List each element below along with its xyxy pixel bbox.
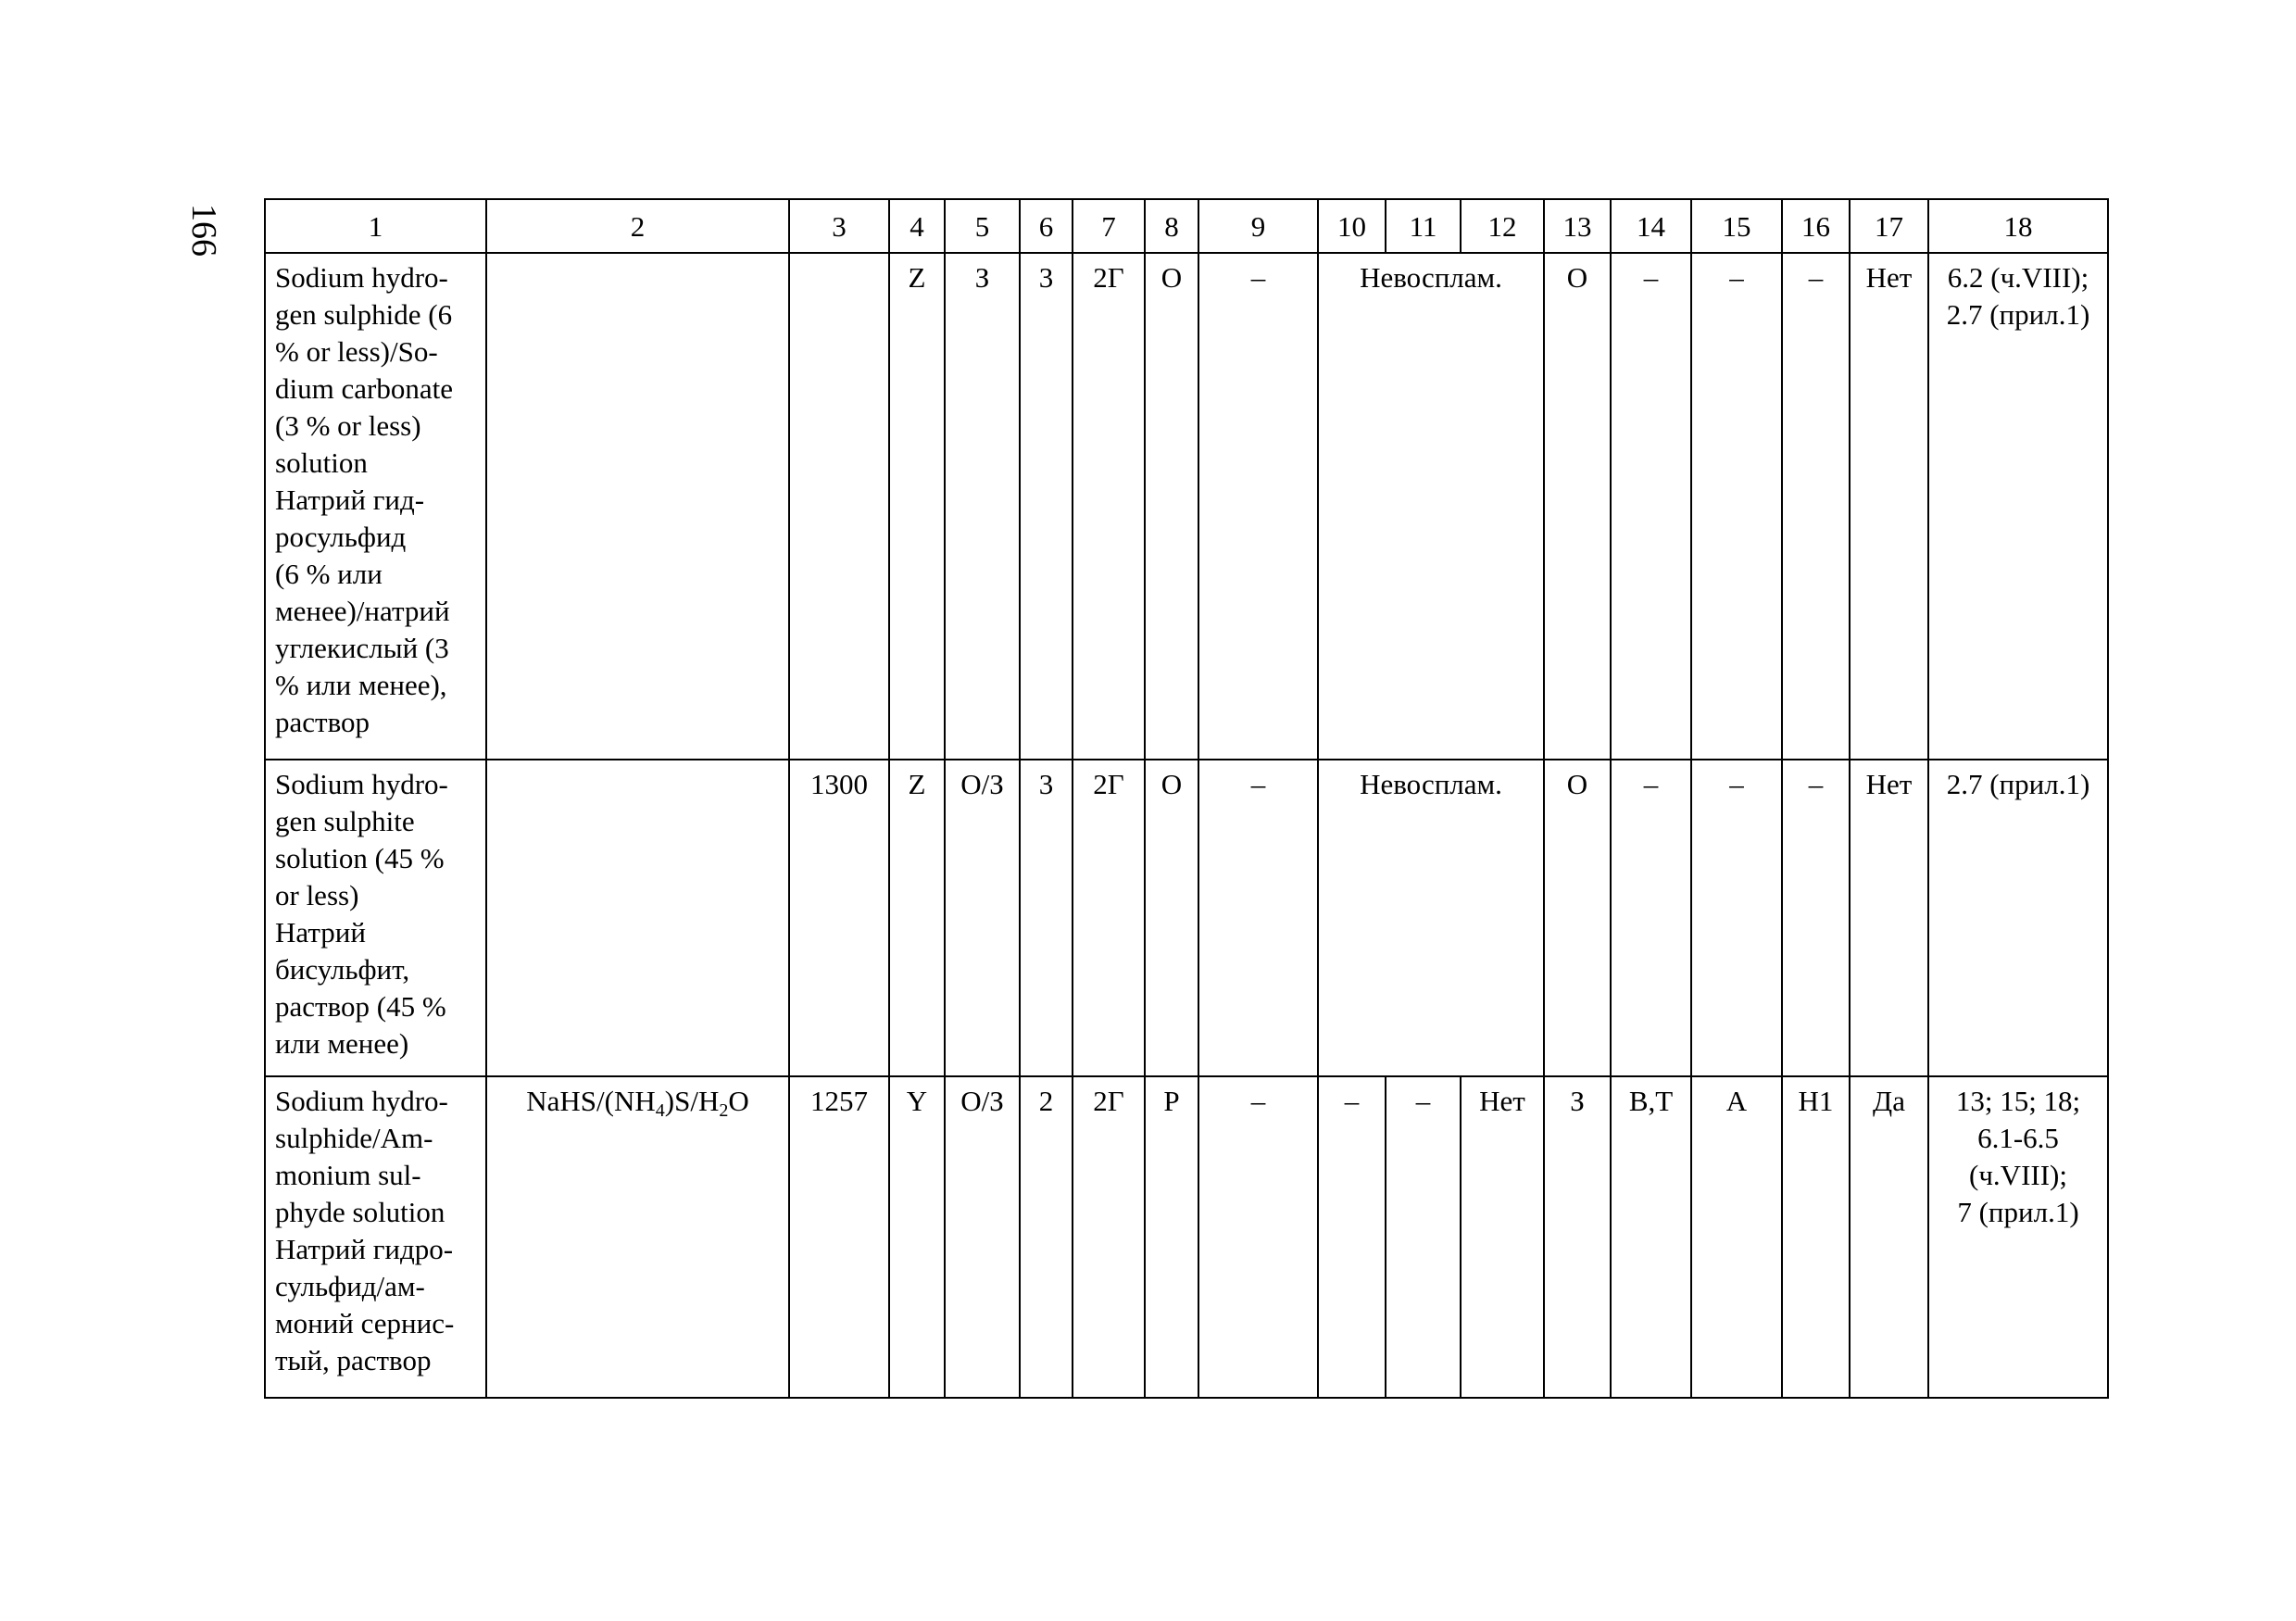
fire-protection-cell: А: [1691, 1076, 1782, 1398]
column-header: 1: [265, 199, 486, 253]
hazard-cell: О/З: [945, 760, 1020, 1076]
column-header: 15: [1691, 199, 1782, 253]
flashpoint-cell: Нет: [1461, 1076, 1544, 1398]
column-header: 18: [1928, 199, 2108, 253]
vapour-detection-cell: В,Т: [1611, 1076, 1691, 1398]
product-name-line: бисульфит,: [275, 953, 410, 986]
formula-cell: [486, 1076, 789, 1398]
ship-type-cell: 2: [1020, 1076, 1073, 1398]
product-name-line: Sodium hydro-: [275, 1085, 448, 1117]
requirement-line: 6.1-6.5: [1977, 1122, 2059, 1154]
product-name-line: раствор: [275, 706, 370, 738]
product-name-line: Натрий: [275, 916, 366, 949]
un-number-cell: 1257: [789, 1076, 889, 1398]
pollution-category-cell: Y: [889, 1076, 945, 1398]
product-name-line: or less): [275, 879, 359, 911]
special-requirements-cell: [1928, 253, 2108, 760]
product-name-line: или менее): [275, 1027, 409, 1060]
un-number-cell: [789, 253, 889, 760]
product-name-line: phyde solution: [275, 1196, 445, 1228]
formula-subscript: 2: [719, 1100, 729, 1121]
electrical-equipment-class-cell: –: [1318, 1076, 1386, 1398]
formula-subscript: 4: [655, 1100, 665, 1121]
column-header: 3: [789, 199, 889, 253]
product-name-line: раствор (45 %: [275, 990, 446, 1023]
hazard-cell: О/З: [945, 1076, 1020, 1398]
column-17-cell: Да: [1850, 1076, 1928, 1398]
product-name-line: monium sul-: [275, 1159, 421, 1191]
tank-type-cell: 2Г: [1073, 1076, 1145, 1398]
product-name-line: моний сернис-: [275, 1307, 455, 1339]
electrical-equipment-cell: Невосплам.: [1318, 760, 1544, 1076]
column-header: 8: [1145, 199, 1198, 253]
requirement-line: 2.7 (прил.1): [1946, 298, 2090, 331]
electrical-equipment-cell: Невосплам.: [1318, 253, 1544, 760]
tank-vents-cell: О: [1145, 760, 1198, 1076]
product-name-line: solution: [275, 446, 368, 479]
product-name-line: gen sulphide (6: [275, 298, 453, 331]
emergency-equipment-cell: –: [1782, 253, 1850, 760]
tank-vents-cell: Р: [1145, 1076, 1198, 1398]
requirement-line: 7 (прил.1): [1957, 1196, 2079, 1228]
tank-vents-cell: О: [1145, 253, 1198, 760]
page-number: 166: [184, 204, 223, 257]
gauging-cell: З: [1544, 1076, 1611, 1398]
requirement-line: 2.7 (прил.1): [1946, 768, 2090, 800]
tank-environment-cell: –: [1198, 760, 1318, 1076]
product-name-line: Натрий гид-: [275, 484, 425, 516]
fire-protection-cell: –: [1691, 253, 1782, 760]
ship-type-cell: 3: [1020, 253, 1073, 760]
product-name-cell: [265, 1076, 486, 1398]
table-row: [265, 1076, 2108, 1398]
product-name-line: dium carbonate: [275, 372, 453, 405]
formula-cell: [486, 760, 789, 1076]
product-name-line: Sodium hydro-: [275, 261, 448, 294]
formula-part: NaHS/(NH: [526, 1085, 656, 1117]
column-header: 17: [1850, 199, 1928, 253]
emergency-equipment-cell: –: [1782, 760, 1850, 1076]
ship-type-cell: 3: [1020, 760, 1073, 1076]
product-name-line: тый, раствор: [275, 1344, 432, 1376]
regulation-table: [264, 198, 2109, 1399]
formula-cell: [486, 253, 789, 760]
product-name-line: сульфид/ам-: [275, 1270, 425, 1302]
tank-environment-cell: –: [1198, 1076, 1318, 1398]
column-header: 13: [1544, 199, 1611, 253]
product-name-line: solution (45 %: [275, 842, 445, 874]
vapour-detection-cell: –: [1611, 760, 1691, 1076]
product-name-line: % или менее),: [275, 669, 447, 701]
product-name-line: sulphide/Am-: [275, 1122, 433, 1154]
column-header: 16: [1782, 199, 1850, 253]
product-name-line: Sodium hydro-: [275, 768, 448, 800]
product-name-line: углекислый (3: [275, 632, 449, 664]
requirement-line: (ч.VIII);: [1969, 1159, 2067, 1191]
requirement-line: 13; 15; 18;: [1955, 1085, 2081, 1117]
gauging-cell: О: [1544, 253, 1611, 760]
product-name-line: Натрий гидро-: [275, 1233, 454, 1265]
gauging-cell: О: [1544, 760, 1611, 1076]
column-header: 7: [1073, 199, 1145, 253]
special-requirements-cell: [1928, 1076, 2108, 1398]
product-name-cell: [265, 253, 486, 760]
table-row: [265, 760, 2108, 1076]
tank-type-cell: 2Г: [1073, 253, 1145, 760]
hazard-cell: З: [945, 253, 1020, 760]
product-name-line: (3 % or less): [275, 409, 421, 442]
special-requirements-cell: [1928, 760, 2108, 1076]
product-name-line: менее)/натрий: [275, 595, 450, 627]
column-header: 4: [889, 199, 945, 253]
column-17-cell: Нет: [1850, 760, 1928, 1076]
fire-protection-cell: –: [1691, 760, 1782, 1076]
column-header: 11: [1386, 199, 1461, 253]
column-header: 9: [1198, 199, 1318, 253]
product-name-line: gen sulphite: [275, 805, 415, 837]
column-header: 5: [945, 199, 1020, 253]
requirement-line: 6.2 (ч.VIII);: [1947, 261, 2089, 294]
vapour-detection-cell: –: [1611, 253, 1691, 760]
column-header: 12: [1461, 199, 1544, 253]
product-name-cell: [265, 760, 486, 1076]
pollution-category-cell: Z: [889, 253, 945, 760]
formula-part: O: [728, 1085, 749, 1117]
formula-part: )S/H: [664, 1085, 720, 1117]
electrical-equipment-group-cell: –: [1386, 1076, 1461, 1398]
un-number-cell: 1300: [789, 760, 889, 1076]
emergency-equipment-cell: Н1: [1782, 1076, 1850, 1398]
product-name-line: росульфид: [275, 521, 407, 553]
product-name-line: (6 % или: [275, 558, 383, 590]
column-header: 6: [1020, 199, 1073, 253]
table-row: [265, 253, 2108, 760]
product-name-line: % or less)/So-: [275, 335, 438, 368]
header-row: [265, 199, 2108, 253]
tank-type-cell: 2Г: [1073, 760, 1145, 1076]
column-header: 14: [1611, 199, 1691, 253]
column-header: 2: [486, 199, 789, 253]
tank-environment-cell: –: [1198, 253, 1318, 760]
pollution-category-cell: Z: [889, 760, 945, 1076]
column-header: 10: [1318, 199, 1386, 253]
column-17-cell: Нет: [1850, 253, 1928, 760]
